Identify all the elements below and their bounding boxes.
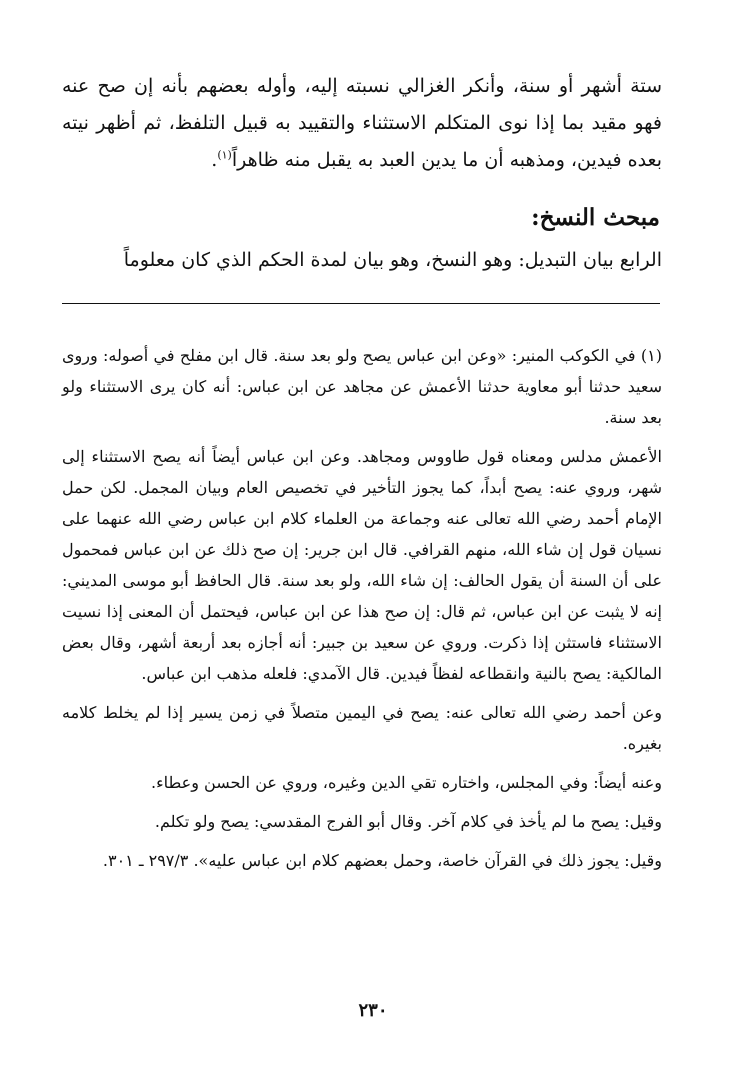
section-heading: مبحث النسخ: <box>531 204 660 231</box>
footnote-paragraph: وقيل: يصح ما لم يأخذ في كلام آخر. وقال أبو الفرج المقدسي: يصح ولو تكلم. <box>154 812 662 831</box>
page-number: ٢٣٠ <box>358 1000 388 1021</box>
main-paragraph-text: ستة أشهر أو سنة، وأنكر الغزالي نسبته إليه، وأوله بعضهم بأنه إن صح عنه فهو مقيد بما إذا نوى المتكلم الاستثناء والتقييد به قبيل التلفظ، ثم أظهر نيته بعده فيدين، ومذهبه أن ما يدين العبد به يقبل منه ظاهراً <box>62 75 662 171</box>
footnote-paragraph: وعن أحمد رضي الله تعالى عنه: يصح في اليمين متصلاً في زمن يسير إذا لم يخلط كلامه بغيره. <box>62 703 662 753</box>
main-text-block <box>62 68 662 179</box>
footnote-paragraph: وقيل: يجوز ذلك في القرآن خاصة، وحمل بعضهم كلام ابن عباس عليه». ٢٩٧/٣ ـ ٣٠١. <box>102 851 662 870</box>
footnote-paragraph: وعنه أيضاً: وفي المجلس، واختاره تقي الدين وغيره، وروي عن الحسن وعطاء. <box>151 773 662 792</box>
footnote-separator <box>62 303 660 304</box>
footnote-paragraph: (١) في الكوكب المنير: «وعن ابن عباس يصح ولو بعد سنة. قال ابن مفلح في أصوله: وروى سعيد حدثنا أبو معاوية حدثنا الأعمش عن مجاهد عن ابن عباس: أنه كان يرى الاستثناء ولو بعد سنة. <box>62 346 662 427</box>
footnote-paragraph: الأعمش مدلس ومعناه قول طاووس ومجاهد. وعن ابن عباس أيضاً أنه يصح الاستثناء إلى شهر، وروي عنه: يصح أبداً، كما يجوز التأخير في تخصيص العام وبيان المجمل. لكن حمل الإمام أحمد رضي الله تعالى عنه وجماعة من العلماء كلام ابن عباس رضي الله عنهما على نسيان قول إن شاء الله، منهم القرافي. قال ابن جرير: إن صح ذلك عن ابن عباس فمحمول على أن السنة أن يقول الحالف: إن شاء الله، ولو بعد سنة. قال الحافظ أبو موسى المديني: إنه لا يثبت عن ابن عباس، ثم قال: إن صح هذا عن ابن عباس، فيحتمل أن المعنى إذا نسيت الاستثناء فاستثن إذا ذكرت. وروي عن سعيد بن جبير: أنه أجازه بعد أربعة أشهر، وقال بعض المالكية: يصح بالنية وانقطاعه لفظاً فيدين. قال الآمدي: فلعله مذهب ابن عباس. <box>62 447 662 683</box>
main-paragraph-ending: . <box>211 149 218 171</box>
main-paragraph <box>62 68 662 179</box>
footnotes-block <box>62 340 662 884</box>
section-first-line: الرابع بيان التبديل: وهو النسخ، وهو بيان لمدة الحكم الذي كان معلوماً <box>123 249 662 271</box>
footnote-reference[interactable]: (١) <box>217 148 232 162</box>
